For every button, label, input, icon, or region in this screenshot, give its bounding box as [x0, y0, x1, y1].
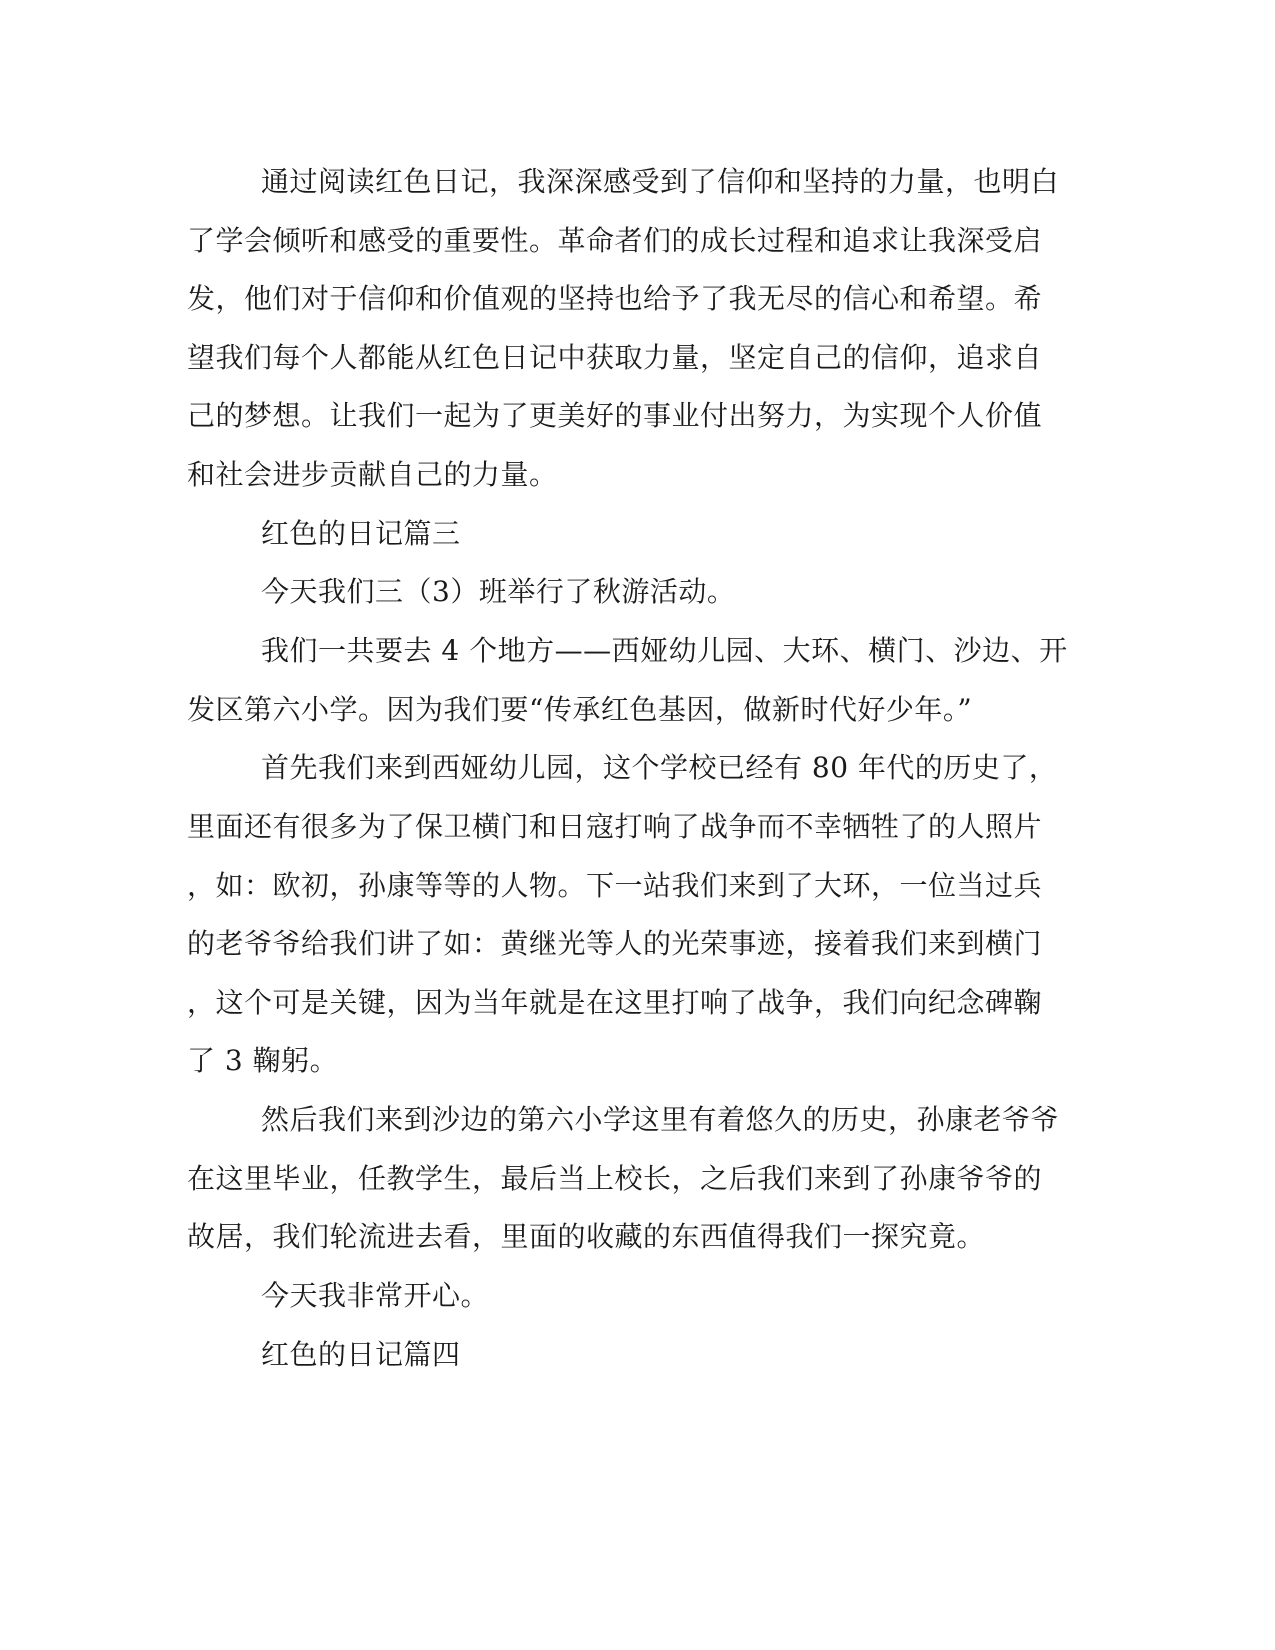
text-line: 里面还有很多为了保卫横门和日寇打响了战争而不幸牺牲了的人照片 [187, 810, 1043, 843]
text-line: 首先我们来到西娅幼儿园，这个学校已经有 80 年代的历史了， [261, 751, 1058, 784]
text-line: 和社会进步贡献自己的力量。 [187, 458, 558, 491]
text-line: 发，他们对于信仰和价值观的坚持也给予了我无尽的信心和希望。希 [187, 282, 1043, 315]
text-line: 然后我们来到沙边的第六小学这里有着悠久的历史，孙康老爷爷 [261, 1103, 1060, 1136]
text-line: 己的梦想。让我们一起为了更美好的事业付出努力，为实现个人价值 [187, 399, 1043, 432]
text-line: 今天我非常开心。 [261, 1279, 490, 1312]
section-heading: 红色的日记篇四 [261, 1338, 461, 1371]
text-line: 在这里毕业，任教学生，最后当上校长，之后我们来到了孙康爷爷的 [187, 1162, 1043, 1195]
text-line: 了 3 鞠躬。 [187, 1044, 339, 1077]
text-line: ，这个可是关键，因为当年就是在这里打响了战争，我们向纪念碑鞠 [187, 986, 1043, 1019]
section-heading: 红色的日记篇三 [261, 517, 461, 550]
text-line: 故居，我们轮流进去看，里面的收藏的东西值得我们一探究竟。 [187, 1220, 986, 1253]
text-line: ，如：欧初，孙康等等的人物。下一站我们来到了大环，一位当过兵 [187, 869, 1043, 902]
text-line: 我们一共要去 4 个地方——西娅幼儿园、大环、横门、沙边、开 [261, 634, 1068, 667]
text-line: 望我们每个人都能从红色日记中获取力量，坚定自己的信仰，追求自 [187, 341, 1043, 374]
text-line: 通过阅读红色日记，我深深感受到了信仰和坚持的力量，也明白 [261, 165, 1060, 198]
text-line: 发区第六小学。因为我们要“传承红色基因，做新时代好少年。” [187, 693, 973, 726]
text-line: 了学会倾听和感受的重要性。革命者们的成长过程和追求让我深受启 [187, 224, 1043, 257]
text-line: 的老爷爷给我们讲了如：黄继光等人的光荣事迹，接着我们来到横门 [187, 927, 1043, 960]
text-line: 今天我们三（3）班举行了秋游活动。 [261, 575, 736, 608]
